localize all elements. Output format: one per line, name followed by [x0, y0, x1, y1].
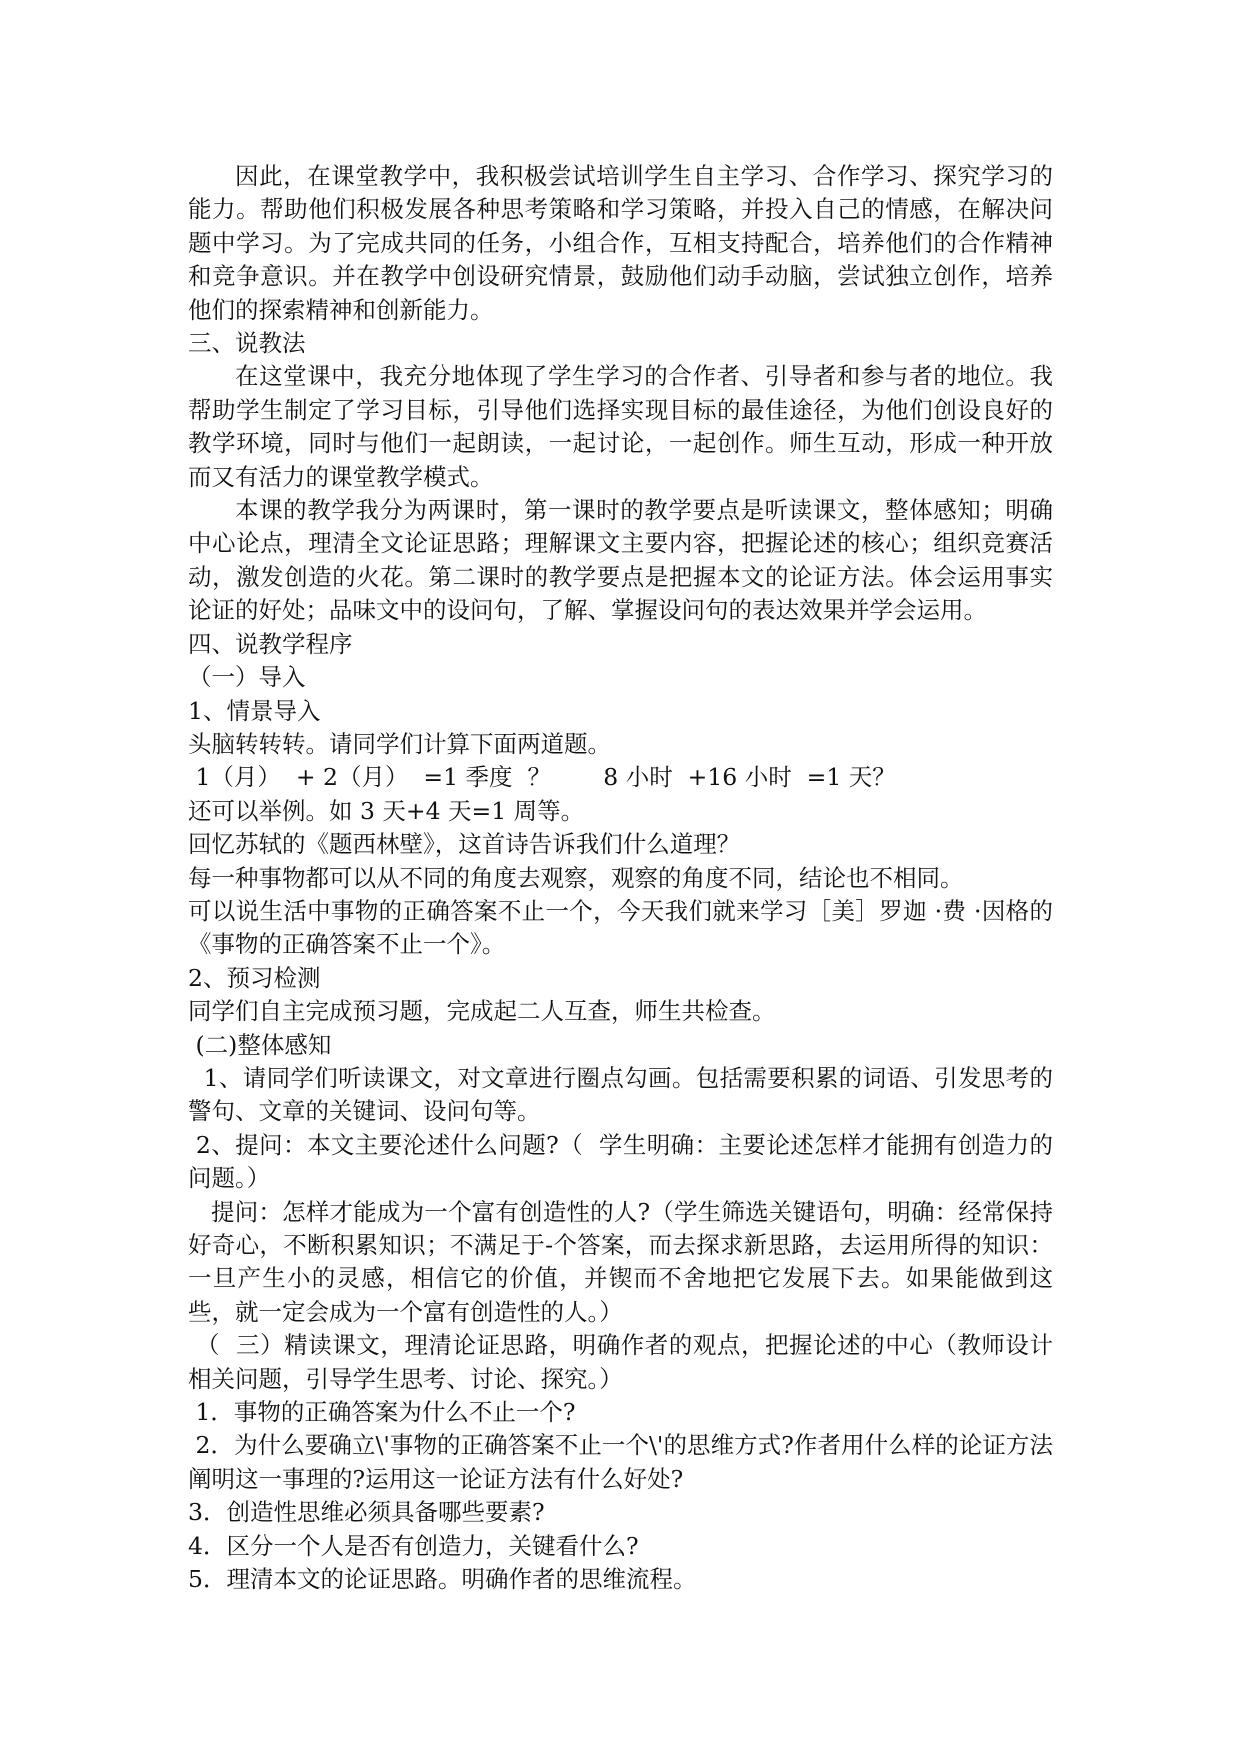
heading-teaching-method: 三、说教法 [188, 329, 306, 358]
paragraph-example: 还可以举例。如 3 天+4 天=1 周等。 [188, 796, 585, 825]
item-scene-introduction: 1、情景导入 [188, 696, 321, 725]
paragraph-poem-question: 回忆苏轼的《题西林壁》，这首诗告诉我们什么道理？ [188, 830, 741, 859]
paragraph-math-questions: 1（月） + 2（月） =1 季度 ？ 8 小时 +16 小时 =1 天？ [188, 763, 896, 792]
heading-teaching-procedure: 四、说教学程序 [188, 629, 353, 658]
paragraph-lesson-plan: 本课的教学我分为两课时，第一课时的教学要点是听读课文，整体感知；明确中心论点，理清全文论证思路；理解课文主要内容，把握论述的核心；组织竞赛活动，激发创造的火花。第二课时的教学要点是把握本文的论证方法。体会运用事实论证的好处；品味文中的设问句，了解、掌握设问句的表达效果并学会运用。 [188, 496, 1053, 625]
paragraph-preview-detail: 同学们自主完成预习题，完成起二人互查，师生共检查。 [188, 997, 776, 1026]
question-3: 3．创造性思维必须具备哪些要素? [188, 1498, 545, 1527]
item-question-creative: 提问：怎样才能成为一个富有创造性的人?（学生筛选关键语句，明确：经常保持好奇心，不断积累知识；不满足于-个答案，而去探求新思路，去运用所得的知识：一旦产生小的灵感，相信它的价值，并锲而不舍地把它发展下去。如果能做到这些，就一定会成为一个富有创造性的人。） [188, 1197, 1053, 1326]
paragraph-observation: 每一种事物都可以从不同的角度去观察，观察的角度不同，结论也不相同。 [188, 863, 964, 892]
subheading-overall-perception: (二)整体感知 [188, 1030, 332, 1059]
paragraph-teaching-role: 在这堂课中，我充分地体现了学生学习的合作者、引导者和参与者的地位。我帮助学生制定了学习目标，引导他们选择实现目标的最佳途径，为他们创设良好的教学环境，同时与他们一起朗读，一起讨论，一起创作。师生互动，形成一种开放而又有活力的课堂教学模式。 [188, 362, 1053, 491]
item-question-topic: 2、提问：本文主要沦述什么问题?（ 学生明确：主要论述怎样才能拥有创造力的问题。） [188, 1130, 1053, 1193]
paragraph-brain-teaser: 头脑转转转。请同学们计算下面两道题。 [188, 729, 611, 758]
paragraph-intro-methods: 因此，在课堂教学中，我积极尝试培训学生自主学习、合作学习、探究学习的能力。帮助他们积极发展各种思考策略和学习策略，并投入自己的情感，在解决问题中学习。为了完成共同的任务，小组合作，互相支持配合，培养他们的合作精神和竞争意识。并在教学中创设研究情景，鼓励他们动手动脑，尝试独立创作，培养他们的探索精神和创新能力。 [188, 162, 1053, 324]
question-1: 1．事物的正确答案为什么不止一个? [188, 1398, 576, 1427]
subheading-close-reading: （ 三）精读课文，理清论证思路，明确作者的观点，把握论述的中心（教师设计相关问题，引导学生思考、讨论、探究。） [188, 1331, 1053, 1393]
question-4: 4．区分一个人是否有创造力，关键看什么? [188, 1531, 639, 1560]
item-preview-check: 2、预习检测 [188, 963, 321, 992]
question-5: 5．理清本文的论证思路。明确作者的思维流程。 [188, 1565, 697, 1594]
question-2: 2．为什么要确立\'事物的正确答案不止一个\'的思维方式?作者用什么样的论证方法阐明这一事理的?运用这一论证方法有什么好处? [188, 1431, 1053, 1493]
paragraph-lesson-title: 可以说生活中事物的正确答案不止一个，今天我们就来学习［美］罗迦 ·费 ·因格的《事物的正确答案不止一个》。 [188, 896, 1053, 959]
document-page [188, 160, 1053, 1596]
subheading-introduction: （一）导入 [188, 663, 306, 692]
item-listen-read: 1、请同学们听读课文，对文章进行圈点勾画。包括需要积累的词语、引发思考的警句、文章的关键词、设问句等。 [188, 1063, 1053, 1126]
